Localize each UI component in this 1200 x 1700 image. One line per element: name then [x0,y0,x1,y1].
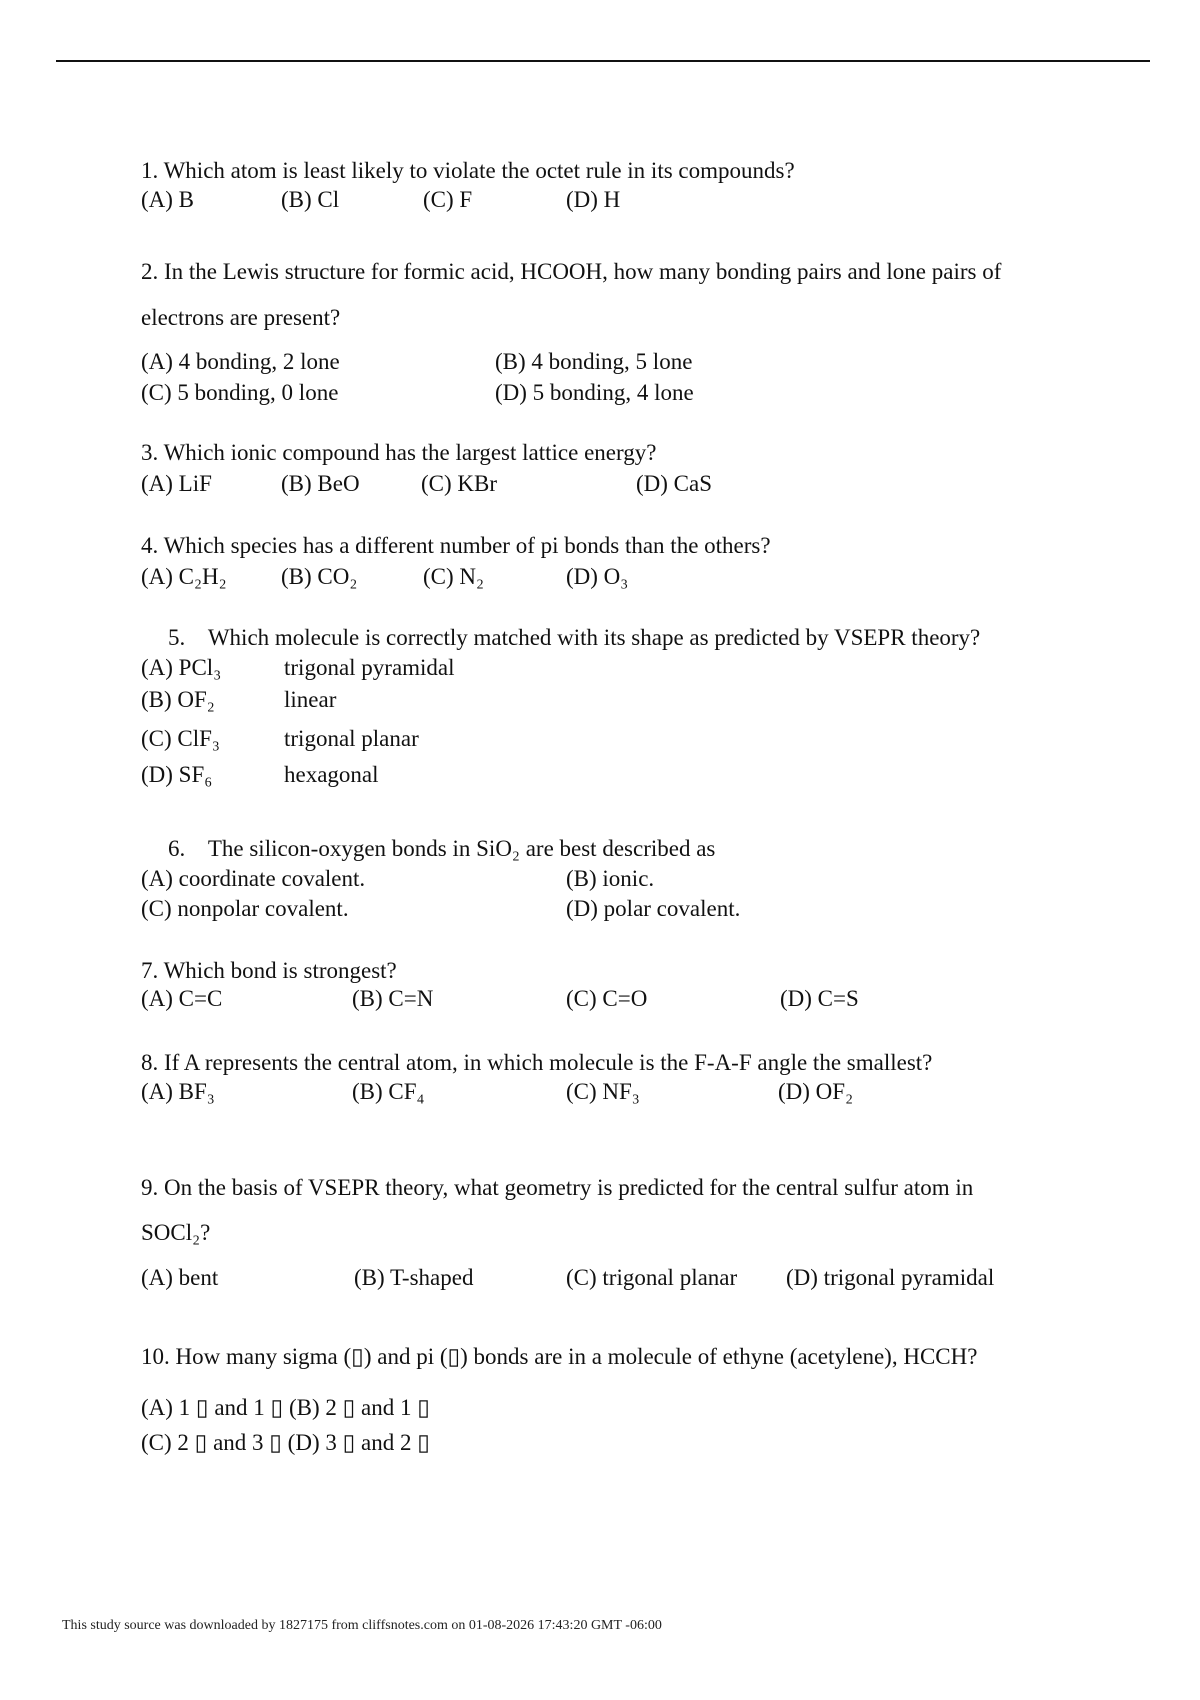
question-text: Which species has a different number of pi bonds than the others? [163,533,771,558]
q2-option-b: (B) 4 bonding, 5 lone [495,349,693,374]
q2-option-c: (C) 5 bonding, 0 lone [141,380,339,405]
question-number: 7. [141,958,159,983]
q2-option-a: (A) 4 bonding, 2 lone [141,349,340,374]
question-number: 5. [168,625,186,650]
q9-option-d: (D) trigonal pyramidal [786,1265,995,1290]
q5-shape-b: linear [284,687,337,712]
question-number: 2. [141,259,159,284]
q4-option-b: (B) CO₂ [281,564,358,589]
question-number: 3. [141,440,159,465]
q6-option-c: (C) nonpolar covalent. [141,896,349,921]
q2-option-d: (D) 5 bonding, 4 lone [495,380,694,405]
question-text: On the basis of VSEPR theory, what geometry is predicted for the central sulfur atom in [164,1175,974,1200]
q5-option-a: (A) PCl₃ [141,655,222,680]
q3-option-a: (A) LiF [141,471,212,496]
q7-option-b: (B) C=N [352,986,434,1011]
question-text: The silicon-oxygen bonds in SiO₂ are best described as [207,836,716,861]
question-8 [141,1049,932,1077]
question-text: Which bond is strongest? [163,958,397,983]
q9-option-a: (A) bent [141,1265,219,1290]
q1-option-c: (C) F [423,187,473,212]
q3-option-b: (B) BeO [281,471,360,496]
question-7 [141,957,397,985]
question-3 [141,439,656,467]
question-text: In the Lewis structure for formic acid, HCOOH, how many bonding pairs and lone pairs of [164,259,1002,284]
q9-option-b: (B) T-shaped [354,1265,474,1290]
question-6 [168,835,715,863]
question-4 [141,532,771,560]
q6-option-b: (B) ionic. [566,866,655,891]
q6-option-d: (D) polar covalent. [566,896,741,921]
q1-option-a: (A) B [141,187,195,212]
q5-shape-c: trigonal planar [284,726,419,751]
q7-option-c: (C) C=O [566,986,648,1011]
q1-option-d: (D) H [566,187,621,212]
question-number: 8. [141,1050,159,1075]
q8-option-a: (A) BF₃ [141,1079,215,1104]
question-9-line-2: SOCl₂? [141,1220,211,1245]
q3-option-d: (D) CaS [636,471,713,496]
question-number: 9. [141,1175,159,1200]
q5-option-b: (B) OF₂ [141,687,215,712]
question-text: If A represents the central atom, in which molecule is the F-A-F angle the smallest? [164,1050,933,1075]
question-5 [168,624,980,652]
question-number: 6. [168,836,186,861]
q4-option-a: (A) C₂H₂ [141,564,227,589]
question-text: Which ionic compound has the largest lattice energy? [163,440,657,465]
question-2-line-2: electrons are present? [141,305,341,330]
q10-options-line-1: (A) 1 ▯ and 1 ▯ (B) 2 ▯ and 1 ▯ [141,1395,430,1420]
q4-option-c: (C) N₂ [423,564,485,589]
question-number: 1. [141,158,159,183]
question-number: 4. [141,533,159,558]
q5-option-d: (D) SF₆ [141,762,213,787]
question-text: Which atom is least likely to violate the octet rule in its compounds? [163,158,795,183]
q7-option-d: (D) C=S [780,986,859,1011]
q8-option-c: (C) NF₃ [566,1079,640,1104]
q6-option-a: (A) coordinate covalent. [141,866,366,891]
q8-option-b: (B) CF₄ [352,1079,425,1104]
q5-shape-d: hexagonal [284,762,379,787]
question-text: Which molecule is correctly matched with its shape as predicted by VSEPR theory? [207,625,981,650]
question-2 [141,258,1001,286]
question-10 [141,1343,977,1371]
q9-option-c: (C) trigonal planar [566,1265,738,1290]
q8-option-d: (D) OF₂ [778,1079,854,1104]
q1-option-b: (B) Cl [281,187,340,212]
question-number: 10. [141,1344,170,1369]
question-9 [141,1174,973,1202]
question-text: How many sigma (▯) and pi (▯) bonds are in a molecule of ethyne (acetylene), HCCH? [175,1344,978,1369]
q7-option-a: (A) C=C [141,986,223,1011]
q10-options-line-2: (C) 2 ▯ and 3 ▯ (D) 3 ▯ and 2 ▯ [141,1430,430,1455]
question-1 [141,157,795,185]
footer-source-note: This study source was downloaded by 1827175 from cliffsnotes.com on 01-08-2026 17:43:20 GMT -06:00 [62,1618,662,1633]
q3-option-c: (C) KBr [421,471,498,496]
header-rule [56,60,1150,62]
q5-option-c: (C) ClF₃ [141,726,220,751]
q5-shape-a: trigonal pyramidal [284,655,455,680]
q4-option-d: (D) O₃ [566,564,629,589]
